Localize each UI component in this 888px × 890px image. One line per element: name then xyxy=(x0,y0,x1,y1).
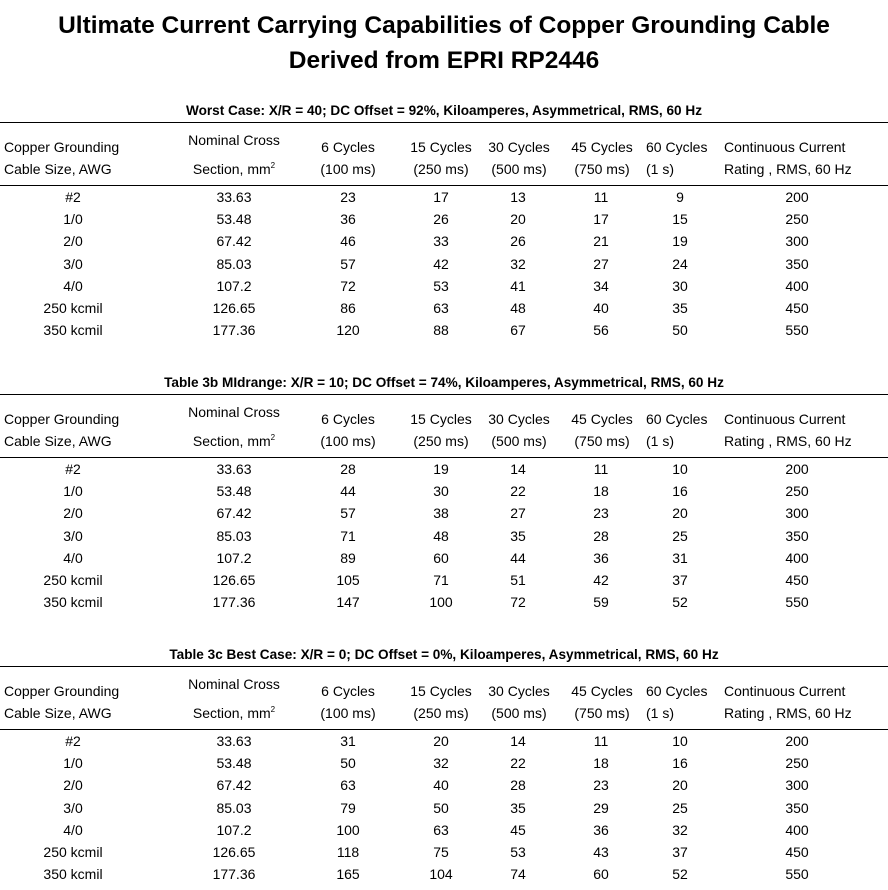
table-cell: 3/0 xyxy=(63,527,83,544)
table-cell: 126.65 xyxy=(212,571,256,588)
header-cross-section-text: Section, mm xyxy=(192,161,271,177)
table-cell: 85.03 xyxy=(216,255,252,272)
header-6-cycles-line-1: 6 Cycles xyxy=(321,139,375,155)
table-cell: 67.42 xyxy=(216,233,252,250)
table-row xyxy=(0,208,888,230)
table-cell: 59 xyxy=(593,594,609,611)
header-6-cycles-text: (100 ms) xyxy=(320,161,376,177)
table-cell: 85.03 xyxy=(216,527,252,544)
table-cell: 85.03 xyxy=(216,799,252,816)
table-cell: 24 xyxy=(672,255,688,272)
table-cell: 17 xyxy=(593,211,609,228)
table-cell: 300 xyxy=(785,233,809,250)
table-caption: Table 3b MIdrange: X/R = 10; DC Offset = 74%, Kiloamperes, Asymmetrical, RMS, 60 Hz xyxy=(164,375,724,390)
header-45-cycles-line-1: 45 Cycles xyxy=(571,411,633,427)
header-continuous-rating-line-2 xyxy=(724,430,884,452)
header-15-cycles-text: (250 ms) xyxy=(413,433,469,449)
table-cell: 23 xyxy=(593,777,609,794)
table-cell: 10 xyxy=(672,461,688,477)
header-45-cycles-text: (750 ms) xyxy=(574,705,630,721)
table-cell: 23 xyxy=(340,189,356,205)
table-cell: 41 xyxy=(510,277,526,294)
table-cell: 200 xyxy=(785,461,809,477)
table-cell: 44 xyxy=(510,549,526,566)
table-cell: 19 xyxy=(433,461,449,477)
table-cell: 3/0 xyxy=(63,255,83,272)
table-cell: 20 xyxy=(672,777,688,794)
header-45-cycles-text: (750 ms) xyxy=(574,433,630,449)
header-cable-size-text: Cable Size, AWG xyxy=(4,705,112,721)
table-row xyxy=(0,297,888,319)
table-cell: #2 xyxy=(65,733,81,749)
header-continuous-rating-line-2 xyxy=(724,702,884,724)
header-continuous-rating-line-2 xyxy=(724,158,884,180)
table-cell: 32 xyxy=(433,755,449,772)
header-45-cycles-line-2 xyxy=(562,702,642,724)
header-6-cycles-text: (100 ms) xyxy=(320,705,376,721)
table-cell: 18 xyxy=(593,755,609,772)
header-15-cycles-line-2 xyxy=(401,158,481,180)
header-cable-size-line-2 xyxy=(4,158,164,180)
header-continuous-rating-line-1: Continuous Current xyxy=(724,683,846,699)
table-cell: 1/0 xyxy=(63,755,83,772)
table-cell: 40 xyxy=(433,777,449,794)
header-15-cycles-line-1: 15 Cycles xyxy=(410,139,472,155)
table-cell: 350 kcmil xyxy=(43,866,103,883)
table-cell: 63 xyxy=(340,777,356,794)
table-cell: 50 xyxy=(340,755,356,772)
table-cell: 79 xyxy=(340,799,356,816)
table-cell: 2/0 xyxy=(63,505,83,522)
table-cell: 35 xyxy=(672,299,688,316)
header-45-cycles-line-1: 45 Cycles xyxy=(571,139,633,155)
table-cell: 60 xyxy=(433,549,449,566)
table-cell: 74 xyxy=(510,866,526,883)
table-cell: 22 xyxy=(510,755,526,772)
table-row xyxy=(0,591,888,613)
table-row xyxy=(0,819,888,841)
superscript-2: 2 xyxy=(270,161,276,170)
header-30-cycles-line-1: 30 Cycles xyxy=(488,411,550,427)
table-cell: 35 xyxy=(510,799,526,816)
header-cross-section-line-1: Nominal Cross xyxy=(188,404,280,420)
table-cell: 250 xyxy=(785,755,809,772)
table-cell: 71 xyxy=(340,527,356,544)
table-cell: 48 xyxy=(433,527,449,544)
header-15-cycles-line-2 xyxy=(401,702,481,724)
table-cell: 67 xyxy=(510,322,526,339)
table-cell: 10 xyxy=(672,733,688,749)
header-cross-section-line-2 xyxy=(174,430,294,452)
table-cell: 15 xyxy=(672,211,688,228)
header-45-cycles-line-2 xyxy=(562,430,642,452)
table-row xyxy=(0,730,888,752)
table-cell: 44 xyxy=(340,483,356,500)
table-cell: 18 xyxy=(593,483,609,500)
table-cell: 4/0 xyxy=(63,549,83,566)
header-cable-size-line-1: Copper Grounding xyxy=(4,139,120,155)
table-cell: 32 xyxy=(510,255,526,272)
header-30-cycles-text: (500 ms) xyxy=(491,705,547,721)
table-cell: 36 xyxy=(340,211,356,228)
table-cell: 34 xyxy=(593,277,609,294)
table-cell: 20 xyxy=(672,505,688,522)
table-cell: 63 xyxy=(433,821,449,838)
table-row xyxy=(0,480,888,502)
table-cell: 4/0 xyxy=(63,277,83,294)
table-cell: 72 xyxy=(340,277,356,294)
table-cell: 2/0 xyxy=(63,777,83,794)
table-cell: 350 xyxy=(785,527,809,544)
header-cross-section-line-1: Nominal Cross xyxy=(188,132,280,148)
table-cell: 1/0 xyxy=(63,483,83,500)
table-row xyxy=(0,752,888,774)
table-cell: 26 xyxy=(510,233,526,250)
table-cell: 72 xyxy=(510,594,526,611)
header-15-cycles-text: (250 ms) xyxy=(413,161,469,177)
table-cell: 31 xyxy=(672,549,688,566)
table-cell: 29 xyxy=(593,799,609,816)
table-cell: 67.42 xyxy=(216,505,252,522)
table-cell: 14 xyxy=(510,461,526,477)
table-row xyxy=(0,774,888,796)
table-cell: 250 xyxy=(785,211,809,228)
header-15-cycles-line-1: 15 Cycles xyxy=(410,411,472,427)
header-cross-section-line-2 xyxy=(174,702,294,724)
table-cell: 107.2 xyxy=(216,277,252,294)
table-cell: 57 xyxy=(340,255,356,272)
header-continuous-rating-text: Rating , RMS, 60 Hz xyxy=(724,705,852,721)
table-cell: 53.48 xyxy=(216,211,252,228)
table-cell: 1/0 xyxy=(63,211,83,228)
header-cable-size-text: Cable Size, AWG xyxy=(4,433,112,449)
header-60-cycles-line-1: 60 Cycles xyxy=(646,139,708,155)
table-cell: 250 xyxy=(785,483,809,500)
table-row xyxy=(0,547,888,569)
table-caption: Worst Case: X/R = 40; DC Offset = 92%, Kiloamperes, Asymmetrical, RMS, 60 Hz xyxy=(186,103,702,118)
header-top-rule xyxy=(0,666,888,667)
table-cell: 400 xyxy=(785,277,809,294)
table-cell: 400 xyxy=(785,549,809,566)
table-cell: 71 xyxy=(433,571,449,588)
table-cell: 550 xyxy=(785,594,809,611)
table-cell: 22 xyxy=(510,483,526,500)
document-title-line-1: Ultimate Current Carrying Capabilities of Copper Grounding Cable xyxy=(58,12,830,39)
header-45-cycles-line-1: 45 Cycles xyxy=(571,683,633,699)
table-cell: 550 xyxy=(785,322,809,339)
table-cell: 19 xyxy=(672,233,688,250)
table-cell: 42 xyxy=(593,571,609,588)
ampacity-table xyxy=(0,372,888,613)
header-60-cycles-line-1: 60 Cycles xyxy=(646,683,708,699)
header-6-cycles-line-2 xyxy=(308,430,388,452)
header-30-cycles-line-1: 30 Cycles xyxy=(488,139,550,155)
table-cell: 104 xyxy=(429,866,453,883)
header-30-cycles-text: (500 ms) xyxy=(491,433,547,449)
table-row xyxy=(0,569,888,591)
header-15-cycles-line-2 xyxy=(401,430,481,452)
table-cell: 350 kcmil xyxy=(43,322,103,339)
header-30-cycles-line-1: 30 Cycles xyxy=(488,683,550,699)
header-30-cycles-line-2 xyxy=(479,430,559,452)
table-cell: 250 kcmil xyxy=(43,571,103,588)
table-cell: 100 xyxy=(336,821,360,838)
header-top-rule xyxy=(0,122,888,123)
header-30-cycles-text: (500 ms) xyxy=(491,161,547,177)
table-cell: 37 xyxy=(672,571,688,588)
table-row xyxy=(0,797,888,819)
table-cell: 31 xyxy=(340,733,356,749)
table-cell: 89 xyxy=(340,549,356,566)
table-cell: 107.2 xyxy=(216,549,252,566)
header-continuous-rating-line-1: Continuous Current xyxy=(724,139,846,155)
table-cell: 200 xyxy=(785,189,809,205)
table-cell: 25 xyxy=(672,527,688,544)
table-row xyxy=(0,253,888,275)
ampacity-table xyxy=(0,100,888,341)
header-30-cycles-line-2 xyxy=(479,158,559,180)
table-cell: 350 xyxy=(785,255,809,272)
table-cell: 400 xyxy=(785,821,809,838)
header-cable-size-line-1: Copper Grounding xyxy=(4,683,120,699)
table-cell: 53 xyxy=(510,843,526,860)
table-cell: 67.42 xyxy=(216,777,252,794)
table-cell: 26 xyxy=(433,211,449,228)
header-6-cycles-text: (100 ms) xyxy=(320,433,376,449)
table-cell: 36 xyxy=(593,549,609,566)
header-45-cycles-text: (750 ms) xyxy=(574,161,630,177)
header-cable-size-line-2 xyxy=(4,430,164,452)
header-60-cycles-text: (1 s) xyxy=(646,433,674,449)
table-row xyxy=(0,458,888,480)
table-cell: 11 xyxy=(593,461,609,477)
table-cell: 63 xyxy=(433,299,449,316)
table-cell: 450 xyxy=(785,571,809,588)
table-cell: 53.48 xyxy=(216,483,252,500)
table-cell: 28 xyxy=(340,461,356,477)
table-body xyxy=(0,186,888,341)
table-cell: 450 xyxy=(785,843,809,860)
table-cell: 126.65 xyxy=(212,299,256,316)
table-cell: 16 xyxy=(672,483,688,500)
table-cell: 105 xyxy=(336,571,360,588)
header-15-cycles-text: (250 ms) xyxy=(413,705,469,721)
header-continuous-rating-text: Rating , RMS, 60 Hz xyxy=(724,433,852,449)
table-cell: 33 xyxy=(433,233,449,250)
header-cable-size-line-1: Copper Grounding xyxy=(4,411,120,427)
table-cell: 2/0 xyxy=(63,233,83,250)
table-cell: 25 xyxy=(672,799,688,816)
superscript-2: 2 xyxy=(270,433,276,442)
table-cell: 48 xyxy=(510,299,526,316)
table-cell: 57 xyxy=(340,505,356,522)
header-cross-section-text: Section, mm xyxy=(192,705,271,721)
header-continuous-rating-line-1: Continuous Current xyxy=(724,411,846,427)
table-cell: 53 xyxy=(433,277,449,294)
table-cell: 350 kcmil xyxy=(43,594,103,611)
table-cell: 86 xyxy=(340,299,356,316)
table-row xyxy=(0,186,888,208)
table-cell: 38 xyxy=(433,505,449,522)
table-cell: 126.65 xyxy=(212,843,256,860)
superscript-2: 2 xyxy=(270,705,276,714)
table-cell: 75 xyxy=(433,843,449,860)
table-row xyxy=(0,502,888,524)
table-row xyxy=(0,319,888,341)
header-60-cycles-text: (1 s) xyxy=(646,705,674,721)
table-body xyxy=(0,458,888,613)
table-cell: 300 xyxy=(785,505,809,522)
table-cell: 35 xyxy=(510,527,526,544)
table-cell: 147 xyxy=(336,594,360,611)
header-15-cycles-line-1: 15 Cycles xyxy=(410,683,472,699)
table-cell: 28 xyxy=(593,527,609,544)
header-cross-section-line-2 xyxy=(174,158,294,180)
table-cell: 118 xyxy=(336,843,360,860)
table-cell: #2 xyxy=(65,461,81,477)
header-6-cycles-line-2 xyxy=(308,702,388,724)
table-cell: 17 xyxy=(433,189,449,205)
table-cell: #2 xyxy=(65,189,81,205)
table-cell: 550 xyxy=(785,866,809,883)
table-cell: 33.63 xyxy=(216,189,252,205)
table-cell: 9 xyxy=(676,189,684,205)
table-cell: 33.63 xyxy=(216,733,252,749)
table-cell: 27 xyxy=(510,505,526,522)
table-cell: 107.2 xyxy=(216,821,252,838)
table-cell: 177.36 xyxy=(212,322,256,339)
header-continuous-rating-text: Rating , RMS, 60 Hz xyxy=(724,161,852,177)
table-cell: 33.63 xyxy=(216,461,252,477)
table-cell: 27 xyxy=(593,255,609,272)
header-60-cycles-text: (1 s) xyxy=(646,161,674,177)
table-cell: 250 kcmil xyxy=(43,299,103,316)
header-60-cycles-line-1: 60 Cycles xyxy=(646,411,708,427)
table-row xyxy=(0,230,888,252)
table-cell: 3/0 xyxy=(63,799,83,816)
table-row xyxy=(0,863,888,885)
table-cell: 60 xyxy=(593,866,609,883)
table-cell: 200 xyxy=(785,733,809,749)
header-45-cycles-line-2 xyxy=(562,158,642,180)
table-cell: 53.48 xyxy=(216,755,252,772)
header-30-cycles-line-2 xyxy=(479,702,559,724)
table-cell: 11 xyxy=(593,733,609,749)
table-cell: 50 xyxy=(433,799,449,816)
table-cell: 43 xyxy=(593,843,609,860)
table-cell: 165 xyxy=(336,866,360,883)
table-row xyxy=(0,275,888,297)
document-title-line-2: Derived from EPRI RP2446 xyxy=(288,47,600,74)
table-cell: 177.36 xyxy=(212,866,256,883)
header-top-rule xyxy=(0,394,888,395)
table-cell: 120 xyxy=(336,322,360,339)
header-6-cycles-line-1: 6 Cycles xyxy=(321,683,375,699)
table-cell: 20 xyxy=(510,211,526,228)
table-cell: 30 xyxy=(433,483,449,500)
table-cell: 13 xyxy=(510,189,526,205)
table-cell: 42 xyxy=(433,255,449,272)
table-cell: 100 xyxy=(429,594,453,611)
table-cell: 56 xyxy=(593,322,609,339)
header-60-cycles-line-2 xyxy=(646,158,726,180)
table-row xyxy=(0,525,888,547)
table-cell: 350 xyxy=(785,799,809,816)
header-cable-size-line-2 xyxy=(4,702,164,724)
table-cell: 51 xyxy=(510,571,526,588)
ampacity-table xyxy=(0,644,888,885)
table-cell: 37 xyxy=(672,843,688,860)
table-cell: 32 xyxy=(672,821,688,838)
table-cell: 50 xyxy=(672,322,688,339)
header-cross-section-line-1: Nominal Cross xyxy=(188,676,280,692)
table-cell: 11 xyxy=(593,189,609,205)
table-cell: 300 xyxy=(785,777,809,794)
table-cell: 36 xyxy=(593,821,609,838)
table-cell: 45 xyxy=(510,821,526,838)
table-cell: 14 xyxy=(510,733,526,749)
table-cell: 88 xyxy=(433,322,449,339)
table-cell: 40 xyxy=(593,299,609,316)
table-cell: 177.36 xyxy=(212,594,256,611)
table-body xyxy=(0,730,888,885)
table-caption: Table 3c Best Case: X/R = 0; DC Offset = 0%, Kiloamperes, Asymmetrical, RMS, 60 Hz xyxy=(169,647,719,662)
header-cable-size-text: Cable Size, AWG xyxy=(4,161,112,177)
header-6-cycles-line-2 xyxy=(308,158,388,180)
header-cross-section-text: Section, mm xyxy=(192,433,271,449)
table-row xyxy=(0,841,888,863)
table-cell: 46 xyxy=(340,233,356,250)
table-cell: 52 xyxy=(672,866,688,883)
table-cell: 52 xyxy=(672,594,688,611)
table-cell: 23 xyxy=(593,505,609,522)
header-60-cycles-line-2 xyxy=(646,702,726,724)
table-cell: 28 xyxy=(510,777,526,794)
header-6-cycles-line-1: 6 Cycles xyxy=(321,411,375,427)
table-cell: 250 kcmil xyxy=(43,843,103,860)
table-cell: 20 xyxy=(433,733,449,749)
table-cell: 4/0 xyxy=(63,821,83,838)
header-60-cycles-line-2 xyxy=(646,430,726,452)
table-cell: 16 xyxy=(672,755,688,772)
table-cell: 30 xyxy=(672,277,688,294)
table-cell: 21 xyxy=(593,233,609,250)
table-cell: 450 xyxy=(785,299,809,316)
